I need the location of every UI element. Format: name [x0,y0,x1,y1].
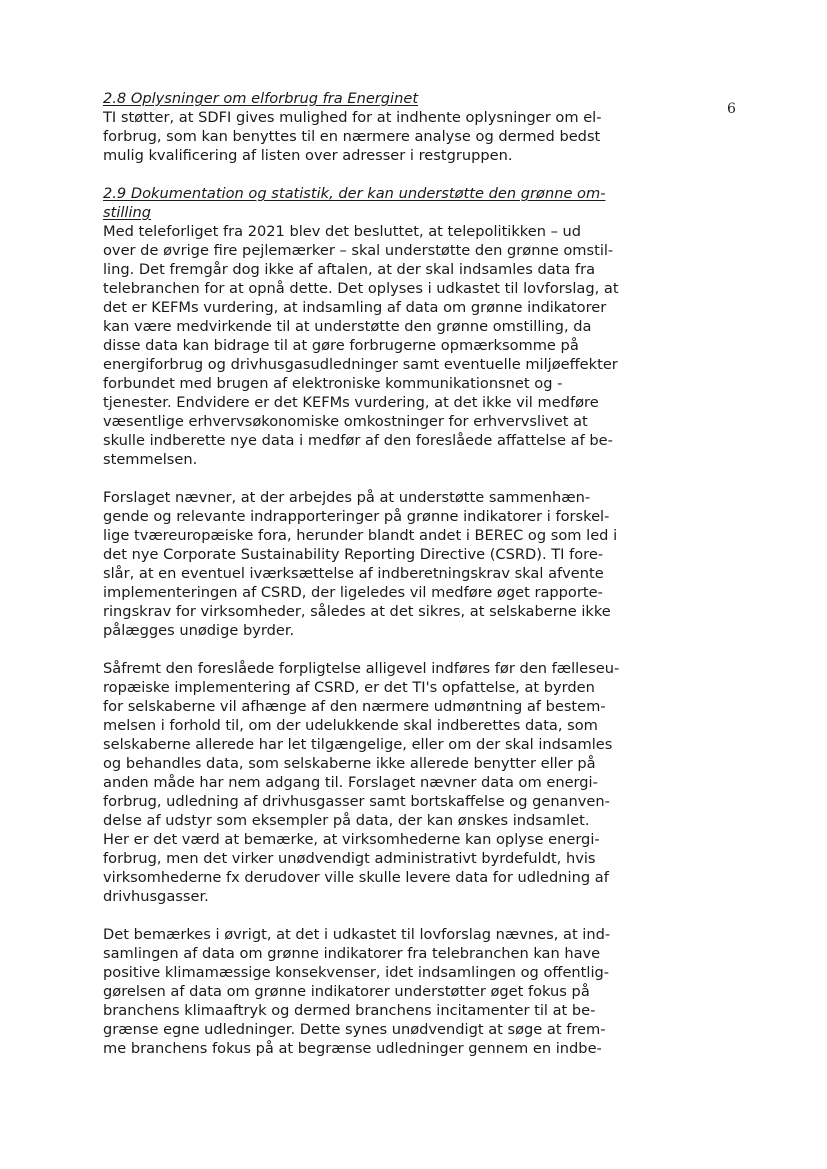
text-line: me branchens fokus på at begrænse udledninger gennem en indbe- [103,1040,602,1057]
paragraph [103,659,651,906]
text-line: energiforbrug og drivhusgasudledninger samt eventuelle miljøeffekter [103,356,618,373]
text-line: det er KEFMs vurdering, at indsamling af data om grønne indikatorer [103,299,607,316]
text-line: forbundet med brugen af elektroniske kommunikationsnet og - [103,375,563,392]
text-line: virksomhederne fx derudover ville skulle levere data for udledning af [103,869,609,886]
text-line: Med teleforliget fra 2021 blev det besluttet, at telepolitikken – ud [103,223,582,240]
text-line: TI støtter, at SDFI gives mulighed for at indhente oplysninger om el- [103,109,602,126]
paragraph [103,488,651,640]
text-line: ling. Det fremgår dog ikke af aftalen, at der skal indsamles data fra [103,261,596,278]
text-line: Det bemærkes i øvrigt, at det i udkastet til lovforslag nævnes, at ind- [103,926,611,943]
text-line: selskaberne allerede har let tilgængelige, eller om der skal indsamles [103,736,613,753]
heading-line: 2.9 Dokumentation og statistik, der kan understøtte den grønne om- [103,185,606,202]
page-number: 6 [727,101,736,117]
text-line: slår, at en eventuel iværksættelse af indberetningskrav skal afvente [103,565,604,582]
text-line: Her er det værd at bemærke, at virksomhederne kan oplyse energi- [103,831,600,848]
text-line: forbrug, udledning af drivhusgasser samt bortskaffelse og genanven- [103,793,610,810]
text-line: samlingen af data om grønne indikatorer fra telebranchen kan have [103,945,601,962]
text-line: melsen i forhold til, om der udelukkende skal indberettes data, som [103,717,598,734]
text-line: og behandles data, som selskaberne ikke allerede benytter eller på [103,755,596,772]
heading-line: stilling [103,204,152,221]
text-line: pålægges unødige byrder. [103,622,295,639]
text-line: delse af udstyr som eksempler på data, der kan ønskes indsamlet. [103,812,590,829]
paragraph [103,108,651,165]
text-line: væsentlige erhvervsøkonomiske omkostninger for erhvervslivet at [103,413,588,430]
text-line: mulig kvalificering af listen over adresser i restgruppen. [103,147,513,164]
text-line: Forslaget nævner, at der arbejdes på at understøtte sammenhæn- [103,489,591,506]
paragraph [103,222,651,469]
text-line: positive klimamæssige konsekvenser, idet indsamlingen og offentlig- [103,964,610,981]
heading-line: 2.8 Oplysninger om elforbrug fra Energinet [103,90,419,107]
section-2-9 [103,184,651,1058]
section-heading [103,89,651,108]
text-line: telebranchen for at opnå dette. Det oplyses i udkastet til lovforslag, at [103,280,619,297]
text-line: tjenester. Endvidere er det KEFMs vurdering, at det ikke vil medføre [103,394,599,411]
text-line: Såfremt den foreslåede forpligtelse alligevel indføres før den fælleseu- [103,660,620,677]
document-body [103,89,651,1058]
text-line: skulle indberette nye data i medfør af den foreslåede affattelse af be- [103,432,613,449]
paragraph [103,925,651,1058]
text-line: disse data kan bidrage til at gøre forbrugerne opmærksomme på [103,337,579,354]
text-line: det nye Corporate Sustainability Reporting Directive (CSRD). TI fore- [103,546,604,563]
text-line: lige tværeuropæiske fora, herunder blandt andet i BEREC og som led i [103,527,618,544]
text-line: kan være medvirkende til at understøtte den grønne omstilling, da [103,318,592,335]
text-line: forbrug, men det virker unødvendigt administrativt byrdefuldt, hvis [103,850,596,867]
text-line: gende og relevante indrapporteringer på grønne indikatorer i forskel- [103,508,610,525]
text-line: ringskrav for virksomheder, således at det sikres, at selskaberne ikke [103,603,611,620]
text-line: forbrug, som kan benyttes til en nærmere analyse og dermed bedst [103,128,601,145]
section-2-8 [103,89,651,165]
text-line: gørelsen af data om grønne indikatorer understøtter øget fokus på [103,983,590,1000]
text-line: anden måde har nem adgang til. Forslaget nævner data om energi- [103,774,598,791]
text-line: ropæiske implementering af CSRD, er det TI's opfattelse, at byrden [103,679,595,696]
text-line: for selskaberne vil afhænge af den nærmere udmøntning af bestem- [103,698,606,715]
text-line: grænse egne udledninger. Dette synes unødvendigt at søge at frem- [103,1021,606,1038]
section-heading [103,184,651,222]
text-line: implementeringen af CSRD, der ligeledes vil medføre øget rapporte- [103,584,603,601]
text-line: stemmelsen. [103,451,198,468]
text-line: drivhusgasser. [103,888,209,905]
text-line: branchens klimaaftryk og dermed branchens incitamenter til at be- [103,1002,596,1019]
text-line: over de øvrige fire pejlemærker – skal understøtte den grønne omstil- [103,242,614,259]
